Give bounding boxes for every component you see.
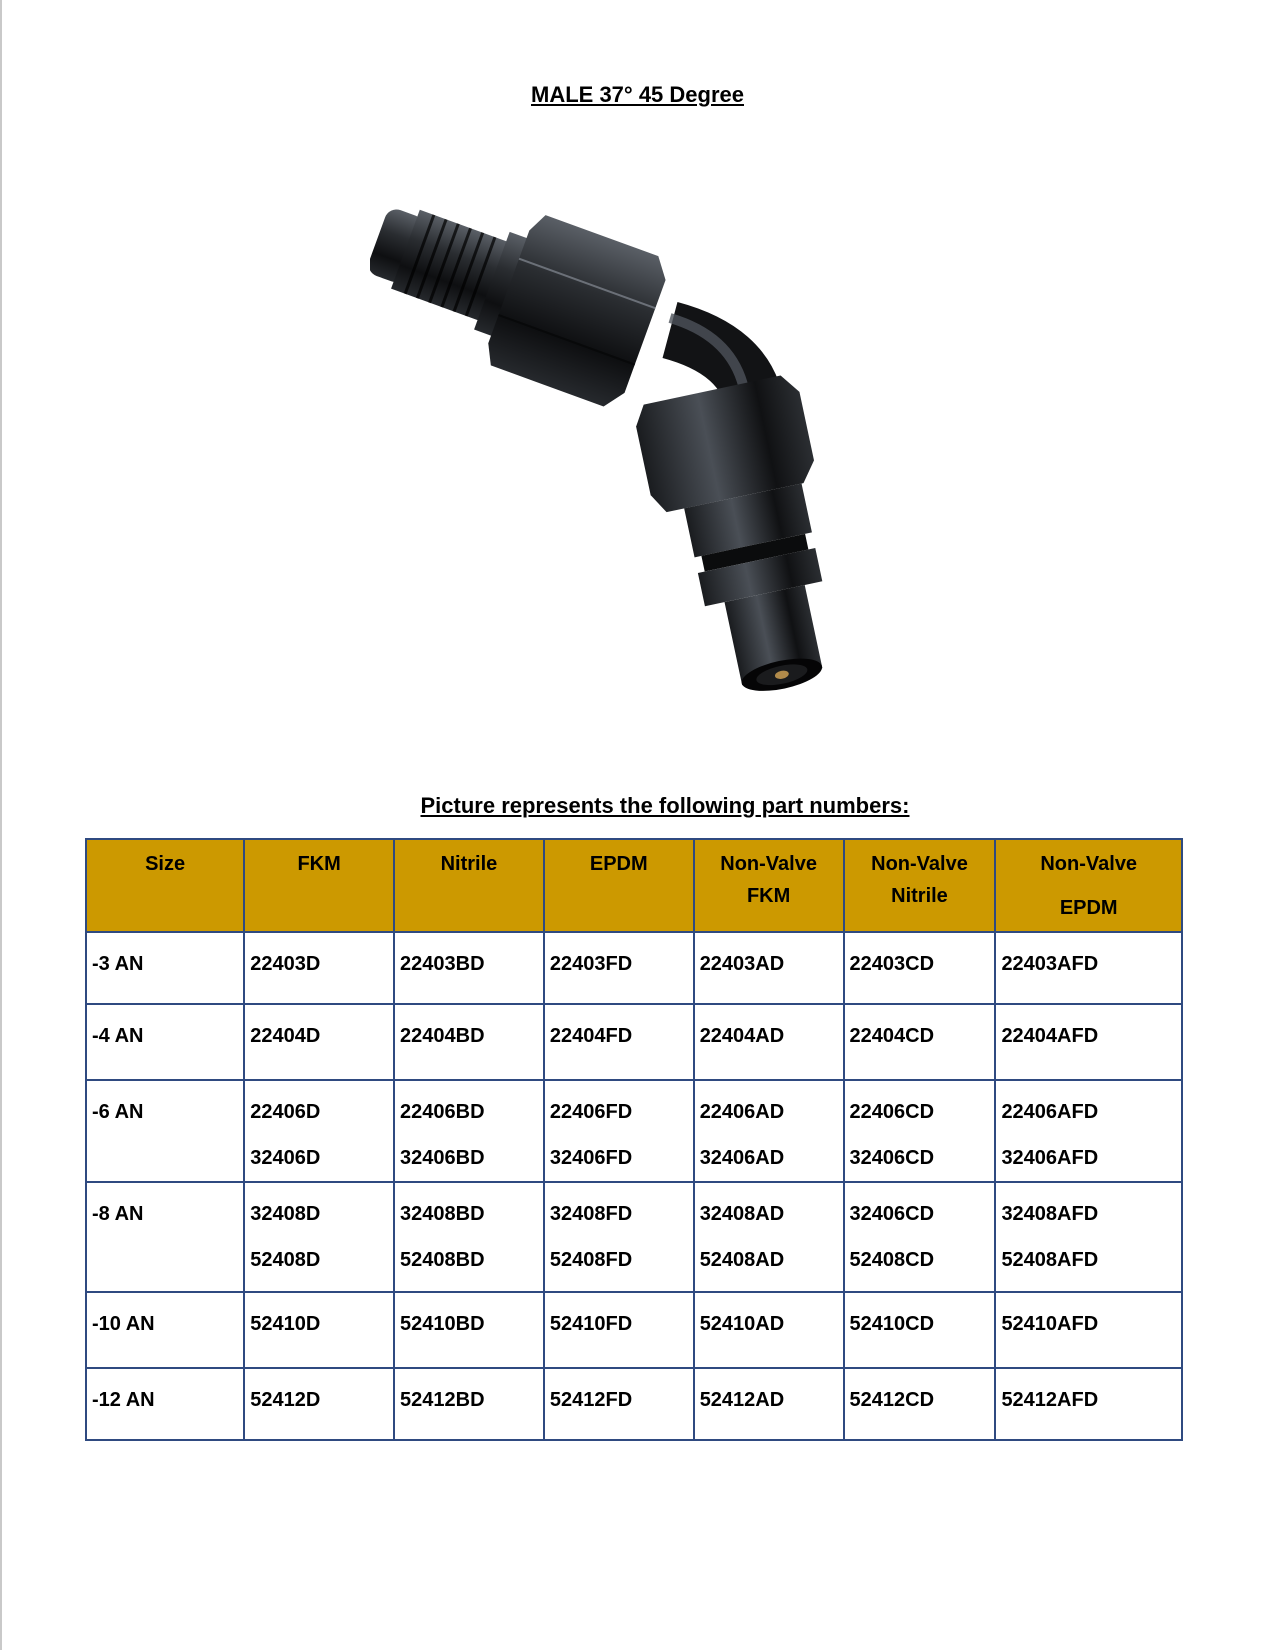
table-row (86, 1182, 1182, 1292)
size-cell: -12 AN (86, 1368, 244, 1440)
part-cell: 32408AD 52408AD (694, 1182, 844, 1292)
part-cell: 22406BD 32406BD (394, 1080, 544, 1182)
header-nitrile: Nitrile (394, 839, 544, 932)
part-cell: 52410FD (544, 1292, 694, 1368)
part-cell: 32406CD 52408CD (844, 1182, 996, 1292)
part-cell: 22404CD (844, 1004, 996, 1080)
part-cell: 22406FD 32406FD (544, 1080, 694, 1182)
part-cell: 22403AD (694, 932, 844, 1004)
table-row (86, 932, 1182, 1004)
part-cell: 32408FD 52408FD (544, 1182, 694, 1292)
size-cell: -6 AN (86, 1080, 244, 1182)
part-cell: 52410BD (394, 1292, 544, 1368)
part-cell: 22403AFD (995, 932, 1182, 1004)
part-cell: 52412D (244, 1368, 394, 1440)
part-cell: 52410CD (844, 1292, 996, 1368)
part-cell: 32408D 52408D (244, 1182, 394, 1292)
part-cell: 22406D 32406D (244, 1080, 394, 1182)
table-row (86, 1368, 1182, 1440)
part-cell: 52412BD (394, 1368, 544, 1440)
table-caption: Picture represents the following part numbers: (420, 793, 910, 818)
size-cell: -4 AN (86, 1004, 244, 1080)
table-row (86, 1292, 1182, 1368)
part-cell: 52412FD (544, 1368, 694, 1440)
part-cell: 52410AFD (995, 1292, 1182, 1368)
part-cell: 52412AFD (995, 1368, 1182, 1440)
part-cell: 52410D (244, 1292, 394, 1368)
part-cell: 52412AD (694, 1368, 844, 1440)
header-fkm: FKM (244, 839, 394, 932)
part-numbers-table (85, 838, 1183, 1441)
size-cell: -3 AN (86, 932, 244, 1004)
header-nonvalve-nitrile: Non-Valve Nitrile (844, 839, 996, 932)
size-cell: -10 AN (86, 1292, 244, 1368)
part-cell: 22404BD (394, 1004, 544, 1080)
table-row (86, 1004, 1182, 1080)
part-cell: 22404D (244, 1004, 394, 1080)
part-cell: 22406AFD 32406AFD (995, 1080, 1182, 1182)
part-cell: 22404FD (544, 1004, 694, 1080)
header-nonvalve-epdm: Non-Valve EPDM (995, 839, 1182, 932)
fitting-photo (370, 200, 910, 700)
header-nonvalve-fkm: Non-Valve FKM (694, 839, 844, 932)
table-header-row (86, 839, 1182, 932)
part-cell: 22403BD (394, 932, 544, 1004)
table-row (86, 1080, 1182, 1182)
part-cell: 22403CD (844, 932, 996, 1004)
part-cell: 22406AD 32406AD (694, 1080, 844, 1182)
part-cell: 52412CD (844, 1368, 996, 1440)
header-epdm: EPDM (544, 839, 694, 932)
part-cell: 22403D (244, 932, 394, 1004)
part-cell: 22404AFD (995, 1004, 1182, 1080)
header-size: Size (86, 839, 244, 932)
part-cell: 32408AFD 52408AFD (995, 1182, 1182, 1292)
size-cell: -8 AN (86, 1182, 244, 1292)
part-cell: 22404AD (694, 1004, 844, 1080)
page-edge-rule (0, 0, 2, 1650)
part-cell: 22403FD (544, 932, 694, 1004)
part-cell: 52410AD (694, 1292, 844, 1368)
part-cell: 22406CD 32406CD (844, 1080, 996, 1182)
part-cell: 32408BD 52408BD (394, 1182, 544, 1292)
page-title: MALE 37° 45 Degree (531, 82, 744, 107)
